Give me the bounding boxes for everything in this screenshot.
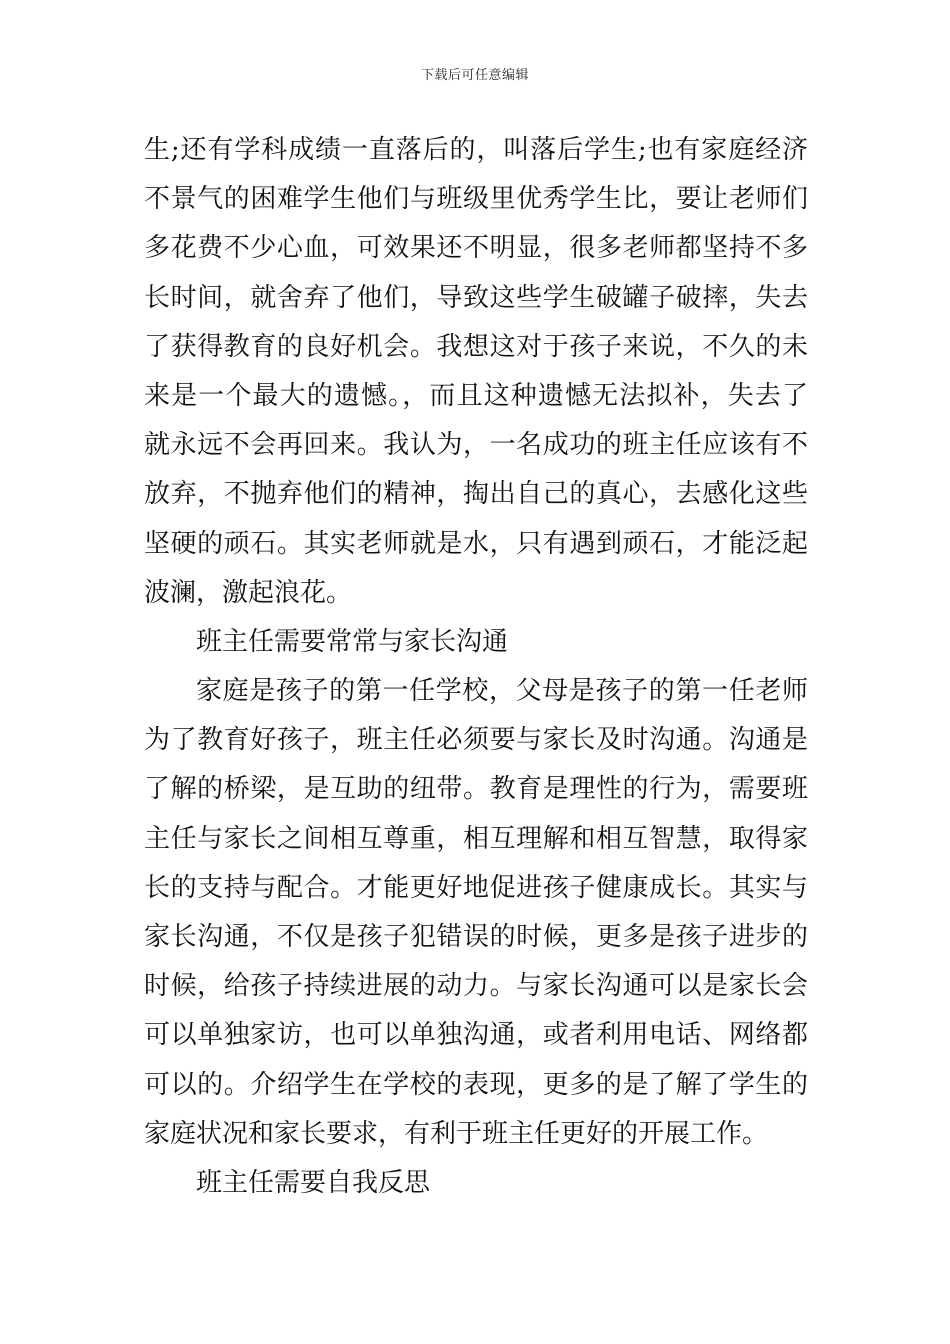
text-line: 波澜，激起浪花。 xyxy=(144,577,353,608)
text-line: 了解的桥梁，是互助的纽带。教育是理性的行为，需要班 xyxy=(144,774,808,805)
text-line: 可以的。介绍学生在学校的表现，更多的是了解了学生的 xyxy=(144,1069,808,1100)
text-line: 可以单独家访，也可以单独沟通，或者利用电话、网络都 xyxy=(144,1020,808,1051)
text-line: 家长沟通，不仅是孩子犯错误的时候，更多是孩子进步的 xyxy=(144,922,808,952)
text-line: 主任与家长之间相互尊重，相互理解和相互智慧，取得家 xyxy=(144,823,808,854)
page-header: 下载后可任意编辑 xyxy=(420,68,529,83)
text-line: 坚硬的顽石。其实老师就是水，只有遇到顽石，才能泛起 xyxy=(144,528,808,559)
text-line: 时候，给孩子持续进展的动力。与家长沟通可以是家长会 xyxy=(144,971,808,1002)
text-line: 就永远不会再回来。我认为，一名成功的班主任应该有不 xyxy=(144,430,808,461)
text-line: 生;还有学科成绩一直落后的，叫落后学生;也有家庭经济 xyxy=(144,135,808,165)
section-heading: 班主任需要常常与家长沟通 xyxy=(196,626,509,657)
text-line: 家庭是孩子的第一任学校，父母是孩子的第一任老师 xyxy=(196,676,808,707)
text-line: 不景气的困难学生他们与班级里优秀学生比，要让老师们 xyxy=(144,184,808,215)
text-line: 了获得教育的良好机会。我想这对于孩子来说，不久的未 xyxy=(144,331,808,362)
text-line: 长的支持与配合。才能更好地促进孩子健康成长。其实与 xyxy=(144,872,808,903)
section-heading: 班主任需要自我反思 xyxy=(196,1167,431,1198)
document-body xyxy=(144,126,808,1208)
text-line: 来是一个最大的遗憾。，而且这种遗憾无法拟补，失去了 xyxy=(144,380,808,411)
text-line: 家庭状况和家长要求，有利于班主任更好的开展工作。 xyxy=(144,1118,769,1149)
text-line: 长时间，就舍弃了他们，导致这些学生破罐子破摔，失去 xyxy=(144,282,808,313)
text-line: 为了教育好孩子，班主任必须要与家长及时沟通。沟通是 xyxy=(144,725,808,756)
text-line: 放弃，不抛弃他们的精神，掏出自己的真心，去感化这些 xyxy=(144,479,808,510)
text-line: 多花费不少心血，可效果还不明显，很多老师都坚持不多 xyxy=(144,233,808,264)
